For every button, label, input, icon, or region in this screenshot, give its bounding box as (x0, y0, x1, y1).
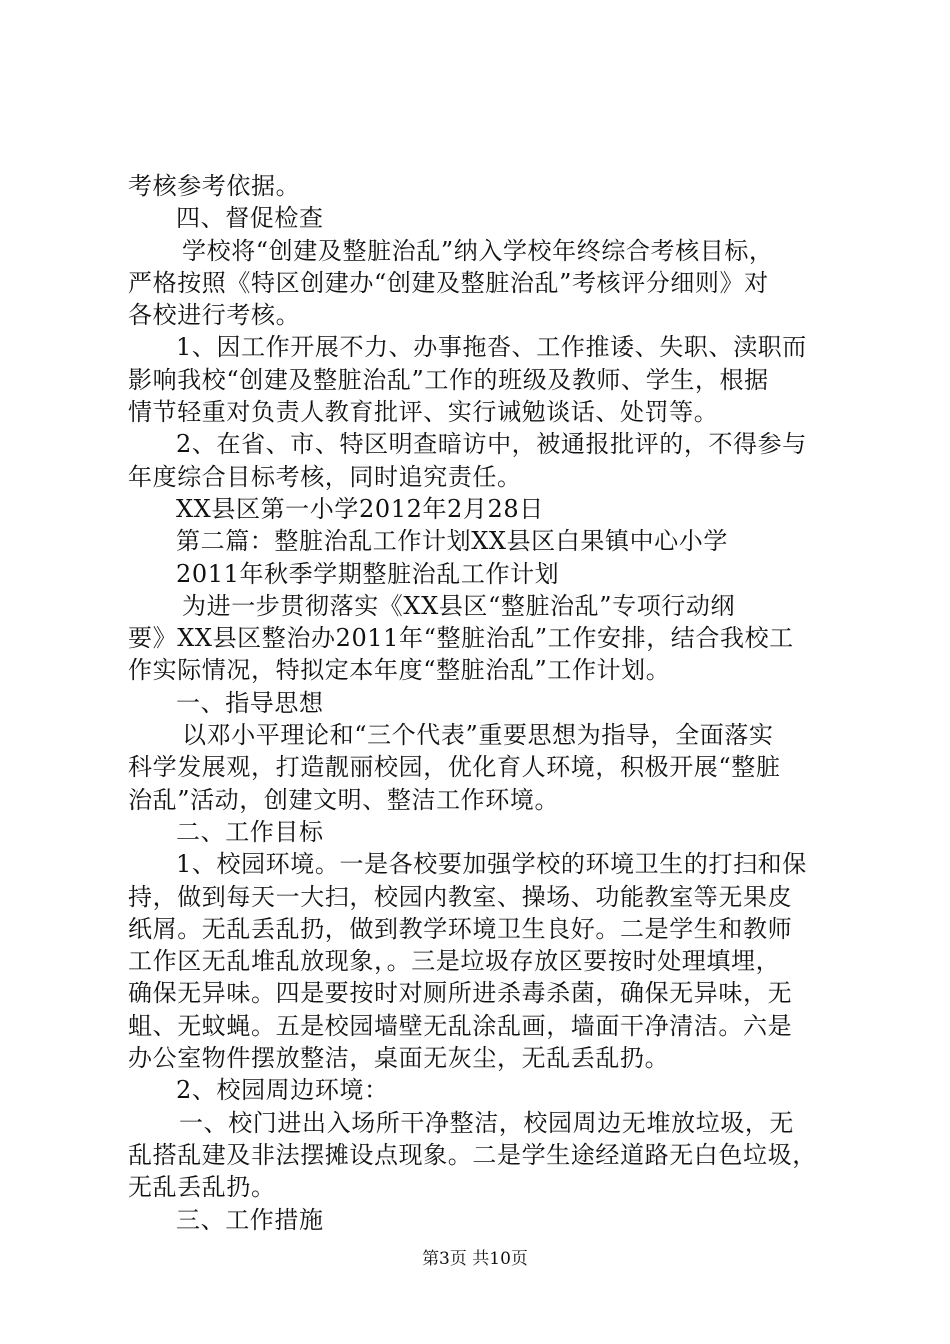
text-line: 持，做到每天一大扫，校园内教室、操场、功能教室等无果皮 (128, 882, 793, 911)
text-line: 2、在省、市、特区明查暗访中，被通报批评的，不得参与 (176, 430, 807, 459)
text-line: 影响我校“创建及整脏治乱”工作的班级及教师、学生，根据 (128, 365, 769, 394)
section-heading: 2011年秋季学期整脏治乱工作计划 (176, 559, 560, 588)
text-line: 纸屑。无乱丢乱扔，做到教学环境卫生良好。二是学生和教师 (128, 914, 793, 943)
text-line: 考核参考依据。 (128, 172, 301, 200)
section-heading: 一、指导思想 (176, 688, 324, 717)
text-line: 各校进行考核。 (128, 301, 301, 330)
text-line: 1、校园环境。一是各校要加强学校的环境卫生的打扫和保 (176, 850, 807, 879)
text-line: 作实际情况，特拟定本年度“整脏治乱”工作计划。 (128, 656, 671, 685)
section-heading: 第二篇：整脏治乱工作计划XX县区白果镇中心小学 (176, 527, 728, 556)
text-line: 为进一步贯彻落实《XX县区“整脏治乱”专项行动纲 (182, 591, 736, 620)
text-line: 严格按照《特区创建办“创建及整脏治乱”考核评分细则》对 (128, 268, 769, 297)
text-line: 一、校门进出入场所干净整洁，校园周边无堆放垃圾，无 (179, 1108, 794, 1137)
text-line: 无乱丢乱扔。 (128, 1173, 276, 1202)
page-number-footer: 第3页 共10页 (422, 1249, 528, 1269)
text-line: 科学发展观，打造靓丽校园，优化育人环境，积极开展“整脏 (128, 753, 781, 782)
section-heading: 三、工作措施 (176, 1205, 324, 1234)
text-line: 情节轻重对负责人教育批评、实行诫勉谈话、处罚等。 (128, 398, 719, 427)
section-heading: 2、校园周边环境： (176, 1076, 389, 1105)
text-line: 年度综合目标考核，同时追究责任。 (128, 462, 522, 491)
section-heading: 二、工作目标 (176, 817, 324, 846)
text-line: 确保无异味。四是要按时对厕所进杀毒杀菌，确保无异味，无 (128, 979, 793, 1008)
text-line: 以邓小平理论和“三个代表”重要思想为指导，全面落实 (182, 721, 774, 750)
text-line: 蛆、无蚊蝇。五是校园墙壁无乱涂乱画，墙面干净清洁。六是 (128, 1011, 793, 1040)
document-body (128, 170, 834, 1236)
text-line: 治乱”活动，创建文明、整洁工作环境。 (128, 785, 560, 814)
text-line: 办公室物件摆放整洁，桌面无灰尘，无乱丢乱扔。 (128, 1044, 670, 1073)
text-line: 工作区无乱堆乱放现象，。三是垃圾存放区要按时处理填埋， (128, 947, 781, 976)
signature-line: XX县区第一小学2012年2月28日 (176, 494, 544, 523)
text-line: 1、因工作开展不力、办事拖沓、工作推诿、失职、渎职而 (176, 333, 807, 362)
text-line: 学校将“创建及整脏治乱”纳入学校年终综合考核目标， (182, 236, 774, 265)
section-heading: 四、督促检查 (176, 204, 324, 233)
text-line: 乱搭乱建及非法摆摊设点现象。二是学生途经道路无白色垃圾， (128, 1140, 817, 1169)
text-line: 要》XX县区整治办2011年“整脏治乱”工作安排，结合我校工 (128, 624, 794, 653)
